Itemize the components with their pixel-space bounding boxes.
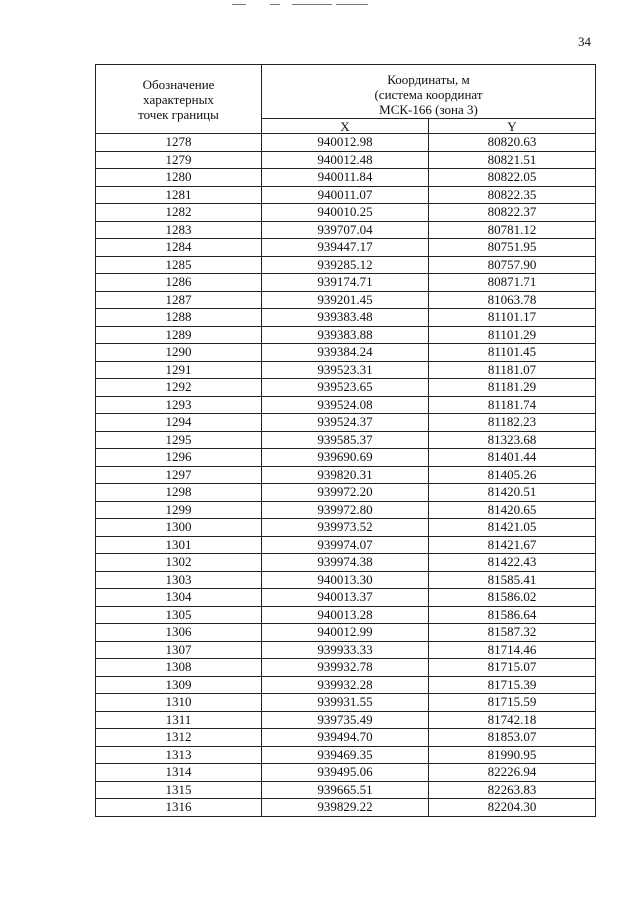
table-row xyxy=(96,274,596,292)
point-cell: 1298 xyxy=(96,484,262,502)
point-cell: 1284 xyxy=(96,239,262,257)
table-row xyxy=(96,151,596,169)
y-cell: 81420.51 xyxy=(429,484,596,502)
y-cell: 81401.44 xyxy=(429,449,596,467)
x-cell: 939585.37 xyxy=(262,431,429,449)
point-cell: 1309 xyxy=(96,676,262,694)
x-cell: 939469.35 xyxy=(262,746,429,764)
point-cell: 1303 xyxy=(96,571,262,589)
table-row xyxy=(96,571,596,589)
point-cell: 1287 xyxy=(96,291,262,309)
x-cell: 940012.99 xyxy=(262,624,429,642)
x-cell: 939495.06 xyxy=(262,764,429,782)
table-body xyxy=(96,134,596,817)
designation-header: Обозначение характерных точек границы xyxy=(96,65,262,134)
table-row xyxy=(96,746,596,764)
y-cell: 81420.65 xyxy=(429,501,596,519)
table-row xyxy=(96,659,596,677)
point-cell: 1311 xyxy=(96,711,262,729)
y-cell: 80821.51 xyxy=(429,151,596,169)
y-cell: 81990.95 xyxy=(429,746,596,764)
point-cell: 1280 xyxy=(96,169,262,187)
table-row xyxy=(96,554,596,572)
table-row xyxy=(96,536,596,554)
table-row xyxy=(96,799,596,817)
y-cell: 80820.63 xyxy=(429,134,596,152)
table-row xyxy=(96,309,596,327)
point-cell: 1314 xyxy=(96,764,262,782)
table-row xyxy=(96,589,596,607)
y-cell: 81323.68 xyxy=(429,431,596,449)
point-cell: 1304 xyxy=(96,589,262,607)
point-cell: 1286 xyxy=(96,274,262,292)
point-cell: 1289 xyxy=(96,326,262,344)
table-row xyxy=(96,221,596,239)
table-row xyxy=(96,414,596,432)
point-cell: 1313 xyxy=(96,746,262,764)
x-cell: 940013.30 xyxy=(262,571,429,589)
table-row xyxy=(96,624,596,642)
x-cell: 939523.65 xyxy=(262,379,429,397)
y-cell: 81405.26 xyxy=(429,466,596,484)
x-cell: 939972.20 xyxy=(262,484,429,502)
point-cell: 1299 xyxy=(96,501,262,519)
x-cell: 939820.31 xyxy=(262,466,429,484)
table-row xyxy=(96,466,596,484)
scan-artifact-marks xyxy=(232,4,372,8)
y-cell: 80751.95 xyxy=(429,239,596,257)
point-cell: 1292 xyxy=(96,379,262,397)
point-cell: 1302 xyxy=(96,554,262,572)
x-cell: 939201.45 xyxy=(262,291,429,309)
table-row xyxy=(96,764,596,782)
point-cell: 1283 xyxy=(96,221,262,239)
x-cell: 939665.51 xyxy=(262,781,429,799)
y-cell: 81585.41 xyxy=(429,571,596,589)
x-cell: 939384.24 xyxy=(262,344,429,362)
x-cell: 940012.48 xyxy=(262,151,429,169)
point-cell: 1297 xyxy=(96,466,262,484)
x-cell: 940013.37 xyxy=(262,589,429,607)
y-cell: 82204.30 xyxy=(429,799,596,817)
y-cell: 81586.02 xyxy=(429,589,596,607)
table-row xyxy=(96,781,596,799)
x-cell: 940010.25 xyxy=(262,204,429,222)
y-cell: 81422.43 xyxy=(429,554,596,572)
point-cell: 1282 xyxy=(96,204,262,222)
x-header: X xyxy=(262,119,429,134)
y-cell: 80781.12 xyxy=(429,221,596,239)
y-cell: 81715.39 xyxy=(429,676,596,694)
x-cell: 939285.12 xyxy=(262,256,429,274)
y-cell: 81742.18 xyxy=(429,711,596,729)
point-cell: 1295 xyxy=(96,431,262,449)
y-cell: 81101.17 xyxy=(429,309,596,327)
x-cell: 939932.78 xyxy=(262,659,429,677)
y-cell: 81063.78 xyxy=(429,291,596,309)
y-cell: 80871.71 xyxy=(429,274,596,292)
y-cell: 81181.07 xyxy=(429,361,596,379)
x-cell: 939524.37 xyxy=(262,414,429,432)
y-cell: 81853.07 xyxy=(429,729,596,747)
point-cell: 1279 xyxy=(96,151,262,169)
y-cell: 81181.29 xyxy=(429,379,596,397)
table-row xyxy=(96,449,596,467)
table-row xyxy=(96,239,596,257)
point-cell: 1316 xyxy=(96,799,262,817)
x-cell: 939707.04 xyxy=(262,221,429,239)
x-cell: 939383.88 xyxy=(262,326,429,344)
x-cell: 940011.07 xyxy=(262,186,429,204)
table-row xyxy=(96,169,596,187)
point-cell: 1281 xyxy=(96,186,262,204)
table-row xyxy=(96,186,596,204)
point-cell: 1290 xyxy=(96,344,262,362)
point-cell: 1300 xyxy=(96,519,262,537)
table-row xyxy=(96,641,596,659)
y-cell: 81587.32 xyxy=(429,624,596,642)
table-row xyxy=(96,256,596,274)
table-row xyxy=(96,396,596,414)
point-cell: 1294 xyxy=(96,414,262,432)
y-cell: 81182.23 xyxy=(429,414,596,432)
x-cell: 939974.07 xyxy=(262,536,429,554)
point-cell: 1296 xyxy=(96,449,262,467)
y-cell: 80822.05 xyxy=(429,169,596,187)
x-cell: 939690.69 xyxy=(262,449,429,467)
x-cell: 939735.49 xyxy=(262,711,429,729)
table-row xyxy=(96,694,596,712)
y-cell: 80822.37 xyxy=(429,204,596,222)
x-cell: 939494.70 xyxy=(262,729,429,747)
y-cell: 81181.74 xyxy=(429,396,596,414)
point-cell: 1312 xyxy=(96,729,262,747)
y-cell: 81421.05 xyxy=(429,519,596,537)
table-row xyxy=(96,361,596,379)
y-cell: 81714.46 xyxy=(429,641,596,659)
x-cell: 939931.55 xyxy=(262,694,429,712)
table-row xyxy=(96,431,596,449)
table-row xyxy=(96,501,596,519)
point-cell: 1288 xyxy=(96,309,262,327)
page-number: 34 xyxy=(578,34,591,49)
table-row xyxy=(96,484,596,502)
x-cell: 940013.28 xyxy=(262,606,429,624)
y-cell: 81101.29 xyxy=(429,326,596,344)
point-cell: 1305 xyxy=(96,606,262,624)
y-cell: 81421.67 xyxy=(429,536,596,554)
point-cell: 1307 xyxy=(96,641,262,659)
x-cell: 939933.33 xyxy=(262,641,429,659)
point-cell: 1306 xyxy=(96,624,262,642)
y-cell: 82226.94 xyxy=(429,764,596,782)
point-cell: 1291 xyxy=(96,361,262,379)
point-cell: 1308 xyxy=(96,659,262,677)
y-cell: 80757.90 xyxy=(429,256,596,274)
point-cell: 1293 xyxy=(96,396,262,414)
x-cell: 939174.71 xyxy=(262,274,429,292)
table-row xyxy=(96,676,596,694)
table-row xyxy=(96,519,596,537)
x-cell: 939932.28 xyxy=(262,676,429,694)
table-row xyxy=(96,291,596,309)
table-row xyxy=(96,379,596,397)
x-cell: 939974.38 xyxy=(262,554,429,572)
x-cell: 939829.22 xyxy=(262,799,429,817)
table-row xyxy=(96,204,596,222)
table-header-row xyxy=(96,65,596,119)
table-row xyxy=(96,606,596,624)
x-cell: 940012.98 xyxy=(262,134,429,152)
x-cell: 939523.31 xyxy=(262,361,429,379)
y-cell: 81715.59 xyxy=(429,694,596,712)
x-cell: 939972.80 xyxy=(262,501,429,519)
table-row xyxy=(96,711,596,729)
y-header: Y xyxy=(429,119,596,134)
y-cell: 82263.83 xyxy=(429,781,596,799)
x-cell: 939383.48 xyxy=(262,309,429,327)
coordinates-table xyxy=(95,64,596,817)
x-cell: 939973.52 xyxy=(262,519,429,537)
point-cell: 1301 xyxy=(96,536,262,554)
table-row xyxy=(96,326,596,344)
x-cell: 939524.08 xyxy=(262,396,429,414)
y-cell: 81101.45 xyxy=(429,344,596,362)
x-cell: 940011.84 xyxy=(262,169,429,187)
coordinates-header: Координаты, м (система координат МСК-166 (зона 3) xyxy=(262,65,596,119)
point-cell: 1285 xyxy=(96,256,262,274)
table-row xyxy=(96,729,596,747)
y-cell: 80822.35 xyxy=(429,186,596,204)
x-cell: 939447.17 xyxy=(262,239,429,257)
table-row xyxy=(96,134,596,152)
y-cell: 81715.07 xyxy=(429,659,596,677)
point-cell: 1315 xyxy=(96,781,262,799)
y-cell: 81586.64 xyxy=(429,606,596,624)
point-cell: 1310 xyxy=(96,694,262,712)
point-cell: 1278 xyxy=(96,134,262,152)
table-row xyxy=(96,344,596,362)
